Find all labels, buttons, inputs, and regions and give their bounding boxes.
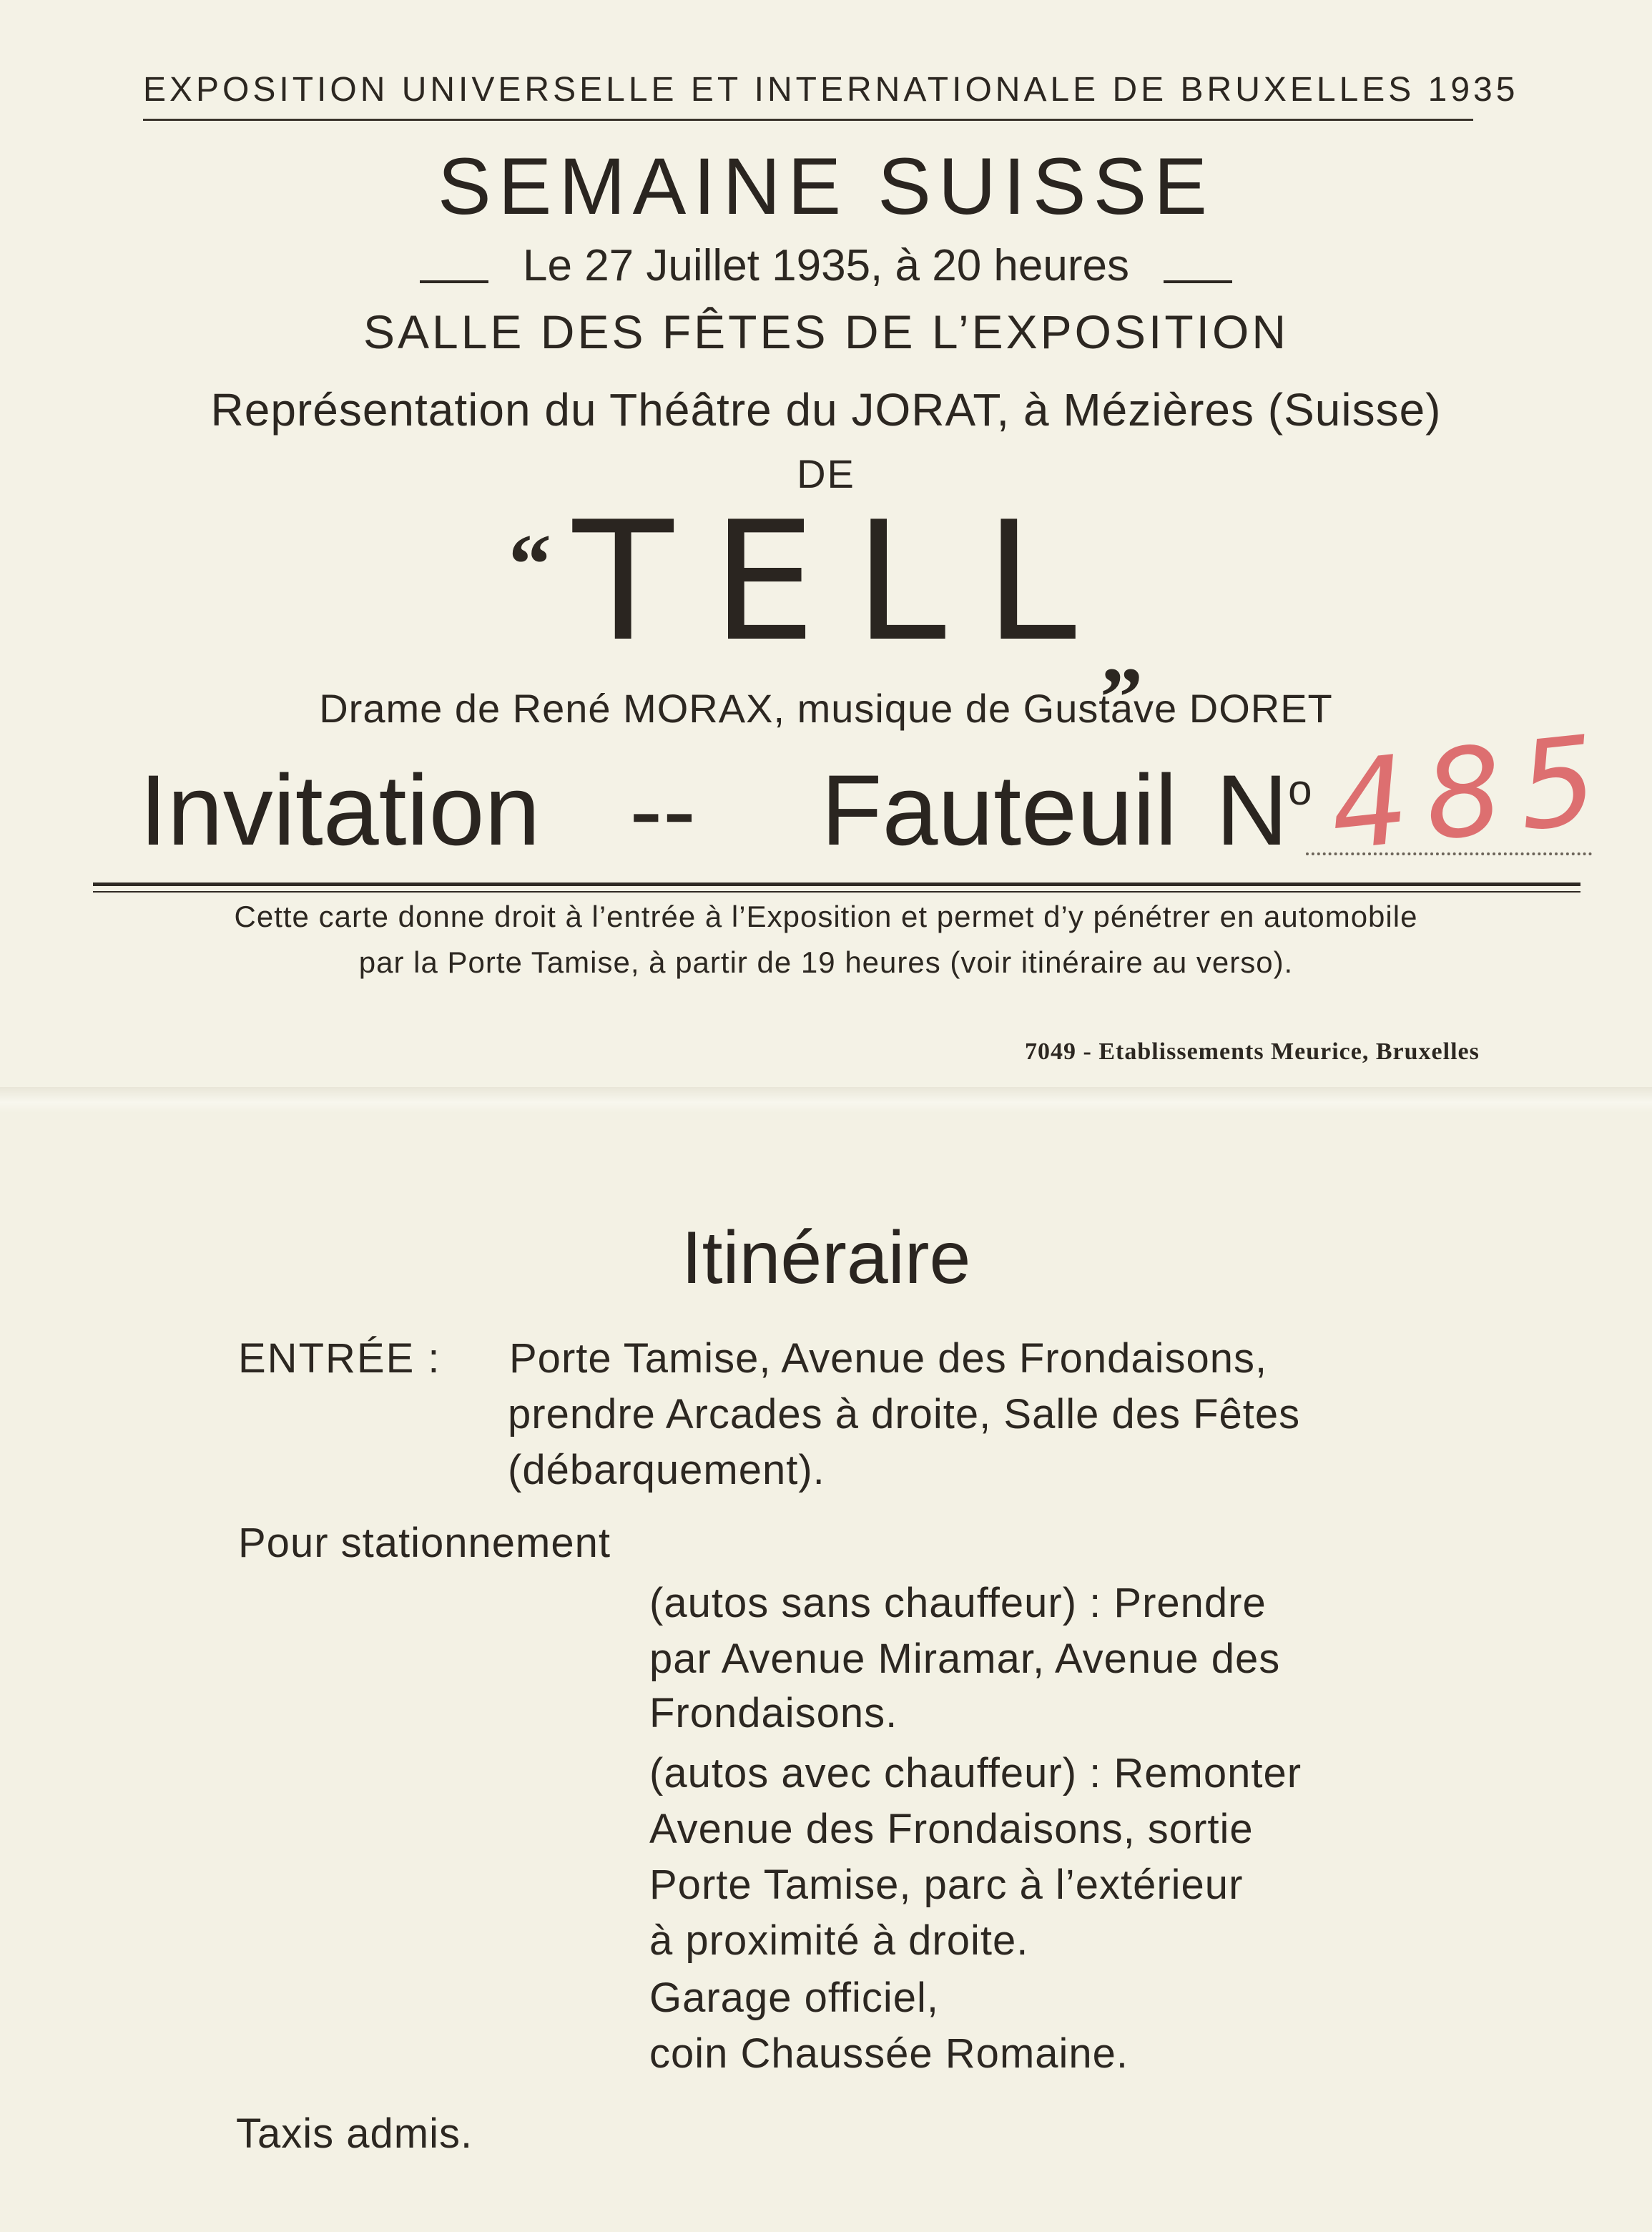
avec-chauffeur-line-1: (autos avec chauffeur) : Remonter	[649, 1750, 1302, 1796]
avec-chauffeur-line-5: Garage officiel,	[649, 1975, 940, 2021]
stationnement-label: Pour stationnement	[238, 1520, 611, 1566]
numero-label	[1216, 752, 1312, 868]
entree-line-2: prendre Arcades à droite, Salle des Fêtes	[508, 1391, 1301, 1437]
play-title: TELL	[572, 487, 1116, 678]
handwritten-seat-number: 485	[1323, 707, 1621, 879]
double-rule-top	[93, 883, 1580, 886]
avec-chauffeur-line-3: Porte Tamise, parc à l’extérieur	[649, 1862, 1244, 1908]
close-quote: „	[1101, 605, 1144, 700]
dash-right	[1164, 280, 1232, 283]
sans-chauffeur-line-3: Frondaisons.	[649, 1690, 898, 1736]
date-line	[0, 240, 1652, 291]
entree-line-1: Porte Tamise, Avenue des Frondaisons,	[509, 1335, 1268, 1382]
card-seam	[0, 1087, 1652, 1113]
avec-chauffeur-line-6: coin Chaussée Romaine.	[649, 2030, 1129, 2077]
event-title: SEMAINE SUISSE	[437, 142, 1215, 231]
double-rule-bottom	[93, 891, 1580, 893]
dash-left	[420, 280, 488, 283]
fauteuil-label: Fauteuil	[821, 754, 1178, 866]
avec-chauffeur-line-4: à proximité à droite.	[649, 1917, 1029, 1964]
numero-letter: N	[1216, 754, 1289, 866]
invitation-label: Invitation	[139, 754, 541, 866]
conditions-line-1: Cette carte donne droit à l’entrée à l’Exposition et permet d’y pénétrer en automobile	[234, 900, 1418, 933]
open-quote: “	[508, 516, 551, 611]
taxis-line: Taxis admis.	[236, 2110, 473, 2157]
entree-label: ENTRÉE :	[238, 1335, 441, 1382]
play-title-block	[0, 487, 1652, 700]
conditions-line-2: par la Porte Tamise, à partir de 19 heures (voir itinéraire au verso).	[358, 945, 1294, 979]
header-rule	[143, 119, 1473, 121]
itinerary-title: Itinéraire	[681, 1216, 971, 1299]
sans-chauffeur-line-1: (autos sans chauffeur) : Prendre	[649, 1580, 1267, 1626]
separator: --	[629, 754, 697, 866]
exposition-header: EXPOSITION UNIVERSELLE ET INTERNATIONALE DE BRUXELLES 1935	[143, 71, 1519, 109]
de-line: DE	[797, 451, 855, 496]
invitation-card-front	[0, 0, 1652, 1087]
entree-line-3: (débarquement).	[508, 1447, 825, 1493]
credits-line: Drame de René MORAX, musique de Gustave DORET	[319, 686, 1333, 731]
sans-chauffeur-line-2: par Avenue Miramar, Avenue des	[649, 1636, 1281, 1682]
avec-chauffeur-line-2: Avenue des Frondaisons, sortie	[649, 1806, 1254, 1852]
date-text: Le 27 Juillet 1935, à 20 heures	[523, 241, 1129, 290]
printer-imprint: 7049 - Etablissements Meurice, Bruxelles	[1025, 1038, 1480, 1065]
venue-line: SALLE DES FÊTES DE L’EXPOSITION	[363, 305, 1289, 358]
numero-sup: o	[1288, 766, 1312, 814]
representation-line: Représentation du Théâtre du JORAT, à Mézières (Suisse)	[210, 384, 1442, 436]
